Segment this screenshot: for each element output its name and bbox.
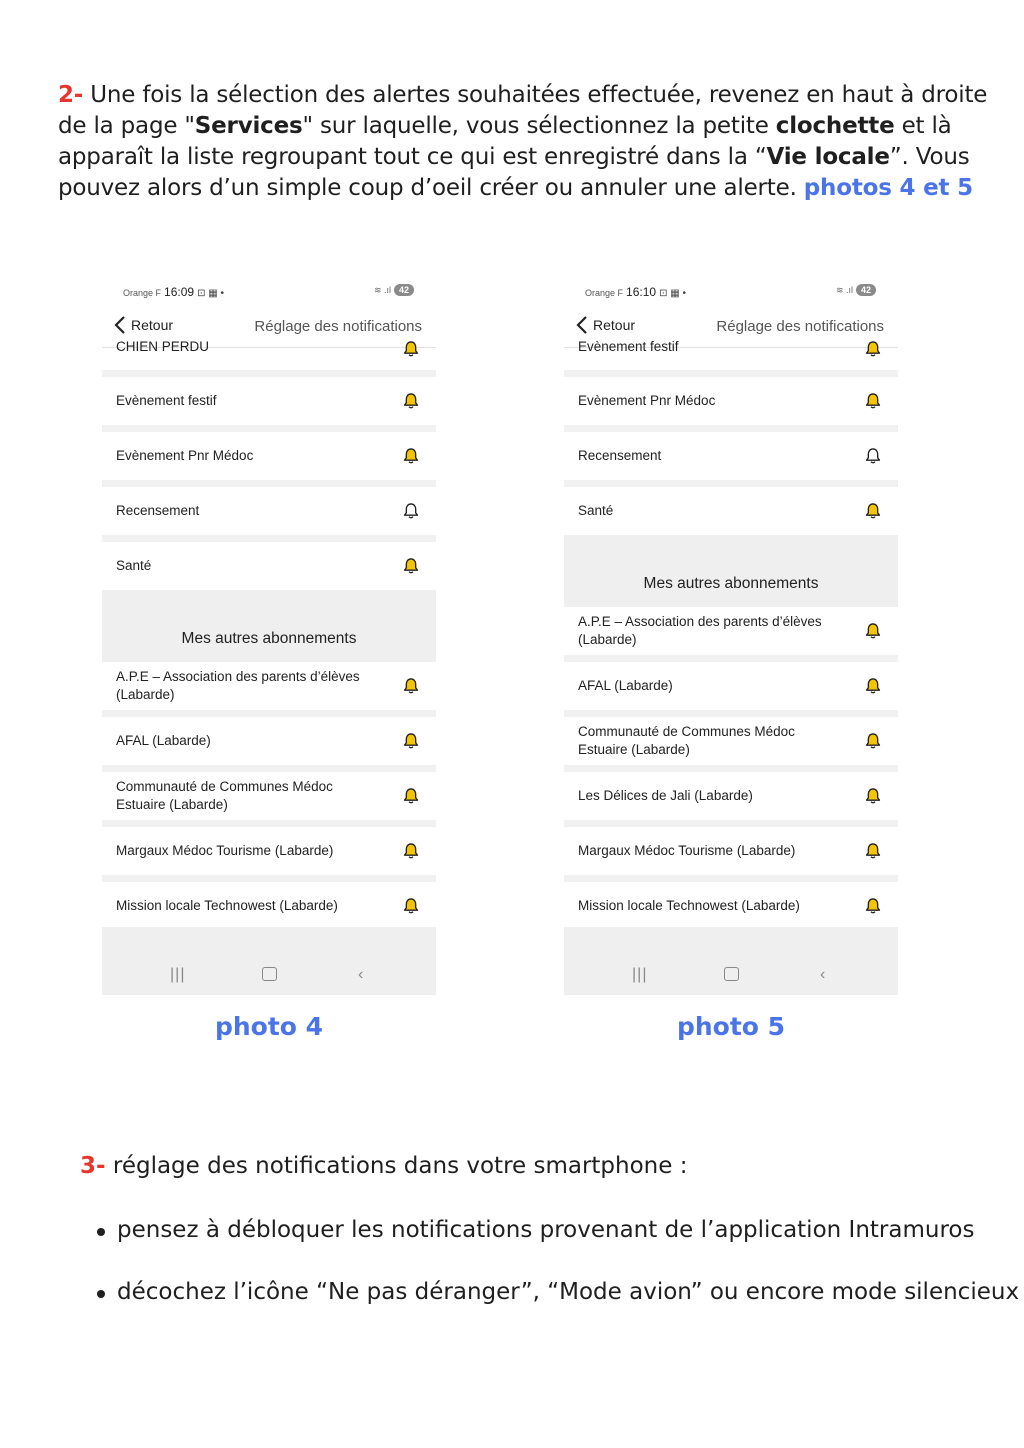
list-item[interactable] [564,377,898,425]
list-item-label: Les Délices de Jali (Labarde) [578,788,753,803]
page-title: Réglage des notifications [716,318,884,335]
caption-photo-5: photo 5 [676,1012,786,1041]
back-button[interactable] [114,316,173,334]
bell-icon[interactable] [864,787,882,805]
bell-icon[interactable] [864,502,882,520]
status-time: 16:10 [626,285,657,299]
status-time: 16:09 [164,285,195,299]
list-item-label: A.P.E – Association des parents d’élèves (Labarde) [578,614,822,647]
list-item-label: Evènement festif [578,339,679,354]
bell-icon[interactable] [402,392,420,410]
list-item[interactable] [102,772,436,820]
list-item-label: Evènement festif [116,393,217,408]
status-icons: ⊡ ▦ • [197,288,224,299]
bell-icon[interactable] [402,502,420,520]
intro-text-4: ”. Vous pouvez alors d’un simple coup d’oeil créer ou annuler une alerte. [58,144,970,201]
list-item-label: CHIEN PERDU [116,339,210,354]
carrier-name: Orange F [585,288,624,298]
chevron-left-icon [114,316,126,334]
intro-bold-clochette: clochette [775,113,895,139]
list-item[interactable] [564,717,898,765]
chevron-left-icon [576,316,588,334]
list-item-label: Santé [578,503,614,518]
bell-icon[interactable] [864,447,882,465]
signal-icon: ≋ .ıl [373,284,391,295]
list-item-label: Santé [116,558,152,573]
bell-icon[interactable] [402,447,420,465]
intro-paragraph [58,80,988,204]
list-item[interactable] [564,607,898,655]
status-icons: ⊡ ▦ • [659,288,686,299]
battery-badge: 42 [856,284,876,296]
list-item-label: AFAL (Labarde) [578,678,673,693]
bell-icon[interactable] [402,897,420,915]
bell-icon[interactable] [402,557,420,575]
bell-icon[interactable] [402,340,420,358]
list-item-label: Margaux Médoc Tourisme (Labarde) [116,843,334,858]
bell-icon[interactable] [402,677,420,695]
bell-icon[interactable] [402,732,420,750]
recent-apps-icon[interactable]: ||| [632,966,648,983]
step-3-number: 3- [80,1153,106,1179]
step-3-heading [80,1153,687,1179]
intro-text-3: et là apparaît la liste regroupant tout ce qui est enregistré dans la “ [58,113,952,170]
list-item-label: Recensement [578,448,662,463]
back-label: Retour [131,317,174,333]
back-button[interactable] [576,316,635,334]
nav-back-icon[interactable]: ‹ [358,966,364,983]
status-bar [102,275,436,307]
list-item[interactable] [102,487,436,535]
subscriptions-list [102,662,436,930]
list-item[interactable] [102,339,436,370]
list-item-label: A.P.E – Association des parents d’élèves (Labarde) [116,669,360,702]
list-item[interactable] [564,432,898,480]
section-header [102,590,436,662]
list-item[interactable] [102,542,436,590]
battery-badge: 42 [394,284,414,296]
phone-screenshot-5 [564,275,898,995]
intro-text-1: Une fois la sélection des alertes souhaitées effectuée, revenez en haut à droite de la page " [58,82,988,139]
intro-bold-vie-locale: Vie locale [766,144,890,170]
subscriptions-list [564,607,898,930]
list-item[interactable] [102,377,436,425]
android-nav-bar [102,927,436,995]
bell-icon[interactable] [864,897,882,915]
list-item[interactable] [564,487,898,535]
carrier-name: Orange F [123,288,162,298]
notification-list [102,339,436,590]
bell-icon[interactable] [864,392,882,410]
list-item: décochez l’icône “Ne pas déranger”, “Mode avion” ou encore mode silencieux [95,1277,1019,1339]
list-item[interactable] [102,662,436,710]
section-title: Mes autres abonnements [643,575,819,592]
bell-icon[interactable] [864,842,882,860]
signal-icon: ≋ .ıl [835,284,853,295]
status-bar [564,275,898,307]
section-title: Mes autres abonnements [181,630,357,647]
bell-icon[interactable] [864,677,882,695]
notification-list [564,339,898,535]
nav-back-icon[interactable]: ‹ [820,966,826,983]
list-item[interactable] [102,717,436,765]
intro-text-2: " sur laquelle, vous sélectionnez la petite [302,113,776,139]
phone-screenshot-4 [102,275,436,995]
bell-icon[interactable] [402,787,420,805]
step-3-text: réglage des notifications dans votre smartphone : [105,1153,688,1179]
page-title: Réglage des notifications [254,318,422,335]
list-item-label: AFAL (Labarde) [116,733,211,748]
tips-list [95,1215,1019,1339]
bell-icon[interactable] [864,340,882,358]
list-item-label: Mission locale Technowest (Labarde) [578,898,800,913]
list-item-label: Evènement Pnr Médoc [116,448,254,463]
list-item[interactable] [564,827,898,875]
recent-apps-icon[interactable]: ||| [170,966,186,983]
home-icon[interactable] [262,967,277,981]
list-item[interactable] [564,662,898,710]
caption-photo-4: photo 4 [214,1012,324,1041]
list-item[interactable] [102,432,436,480]
list-item-label: Mission locale Technowest (Labarde) [116,898,338,913]
photos-reference: photos 4 et 5 [803,175,973,201]
list-item-label: Communauté de Communes Médoc Estuaire (Labarde) [578,724,795,757]
back-label: Retour [593,317,636,333]
list-item-label: Communauté de Communes Médoc Estuaire (Labarde) [116,779,333,812]
intro-bold-services: Services [194,113,303,139]
list-item[interactable] [564,772,898,820]
list-item: pensez à débloquer les notifications provenant de l’application Intramuros [95,1215,1019,1277]
android-nav-bar [564,927,898,995]
bell-icon[interactable] [402,842,420,860]
list-item[interactable] [102,882,436,930]
list-item[interactable] [564,339,898,370]
step-2-number: 2- [58,82,84,108]
list-item-label: Recensement [116,503,200,518]
bell-icon[interactable] [864,622,882,640]
list-item-label: Margaux Médoc Tourisme (Labarde) [578,843,796,858]
list-item[interactable] [564,882,898,930]
bell-icon[interactable] [864,732,882,750]
home-icon[interactable] [724,967,739,981]
list-item-label: Evènement Pnr Médoc [578,393,716,408]
section-header [564,535,898,607]
list-item[interactable] [102,827,436,875]
